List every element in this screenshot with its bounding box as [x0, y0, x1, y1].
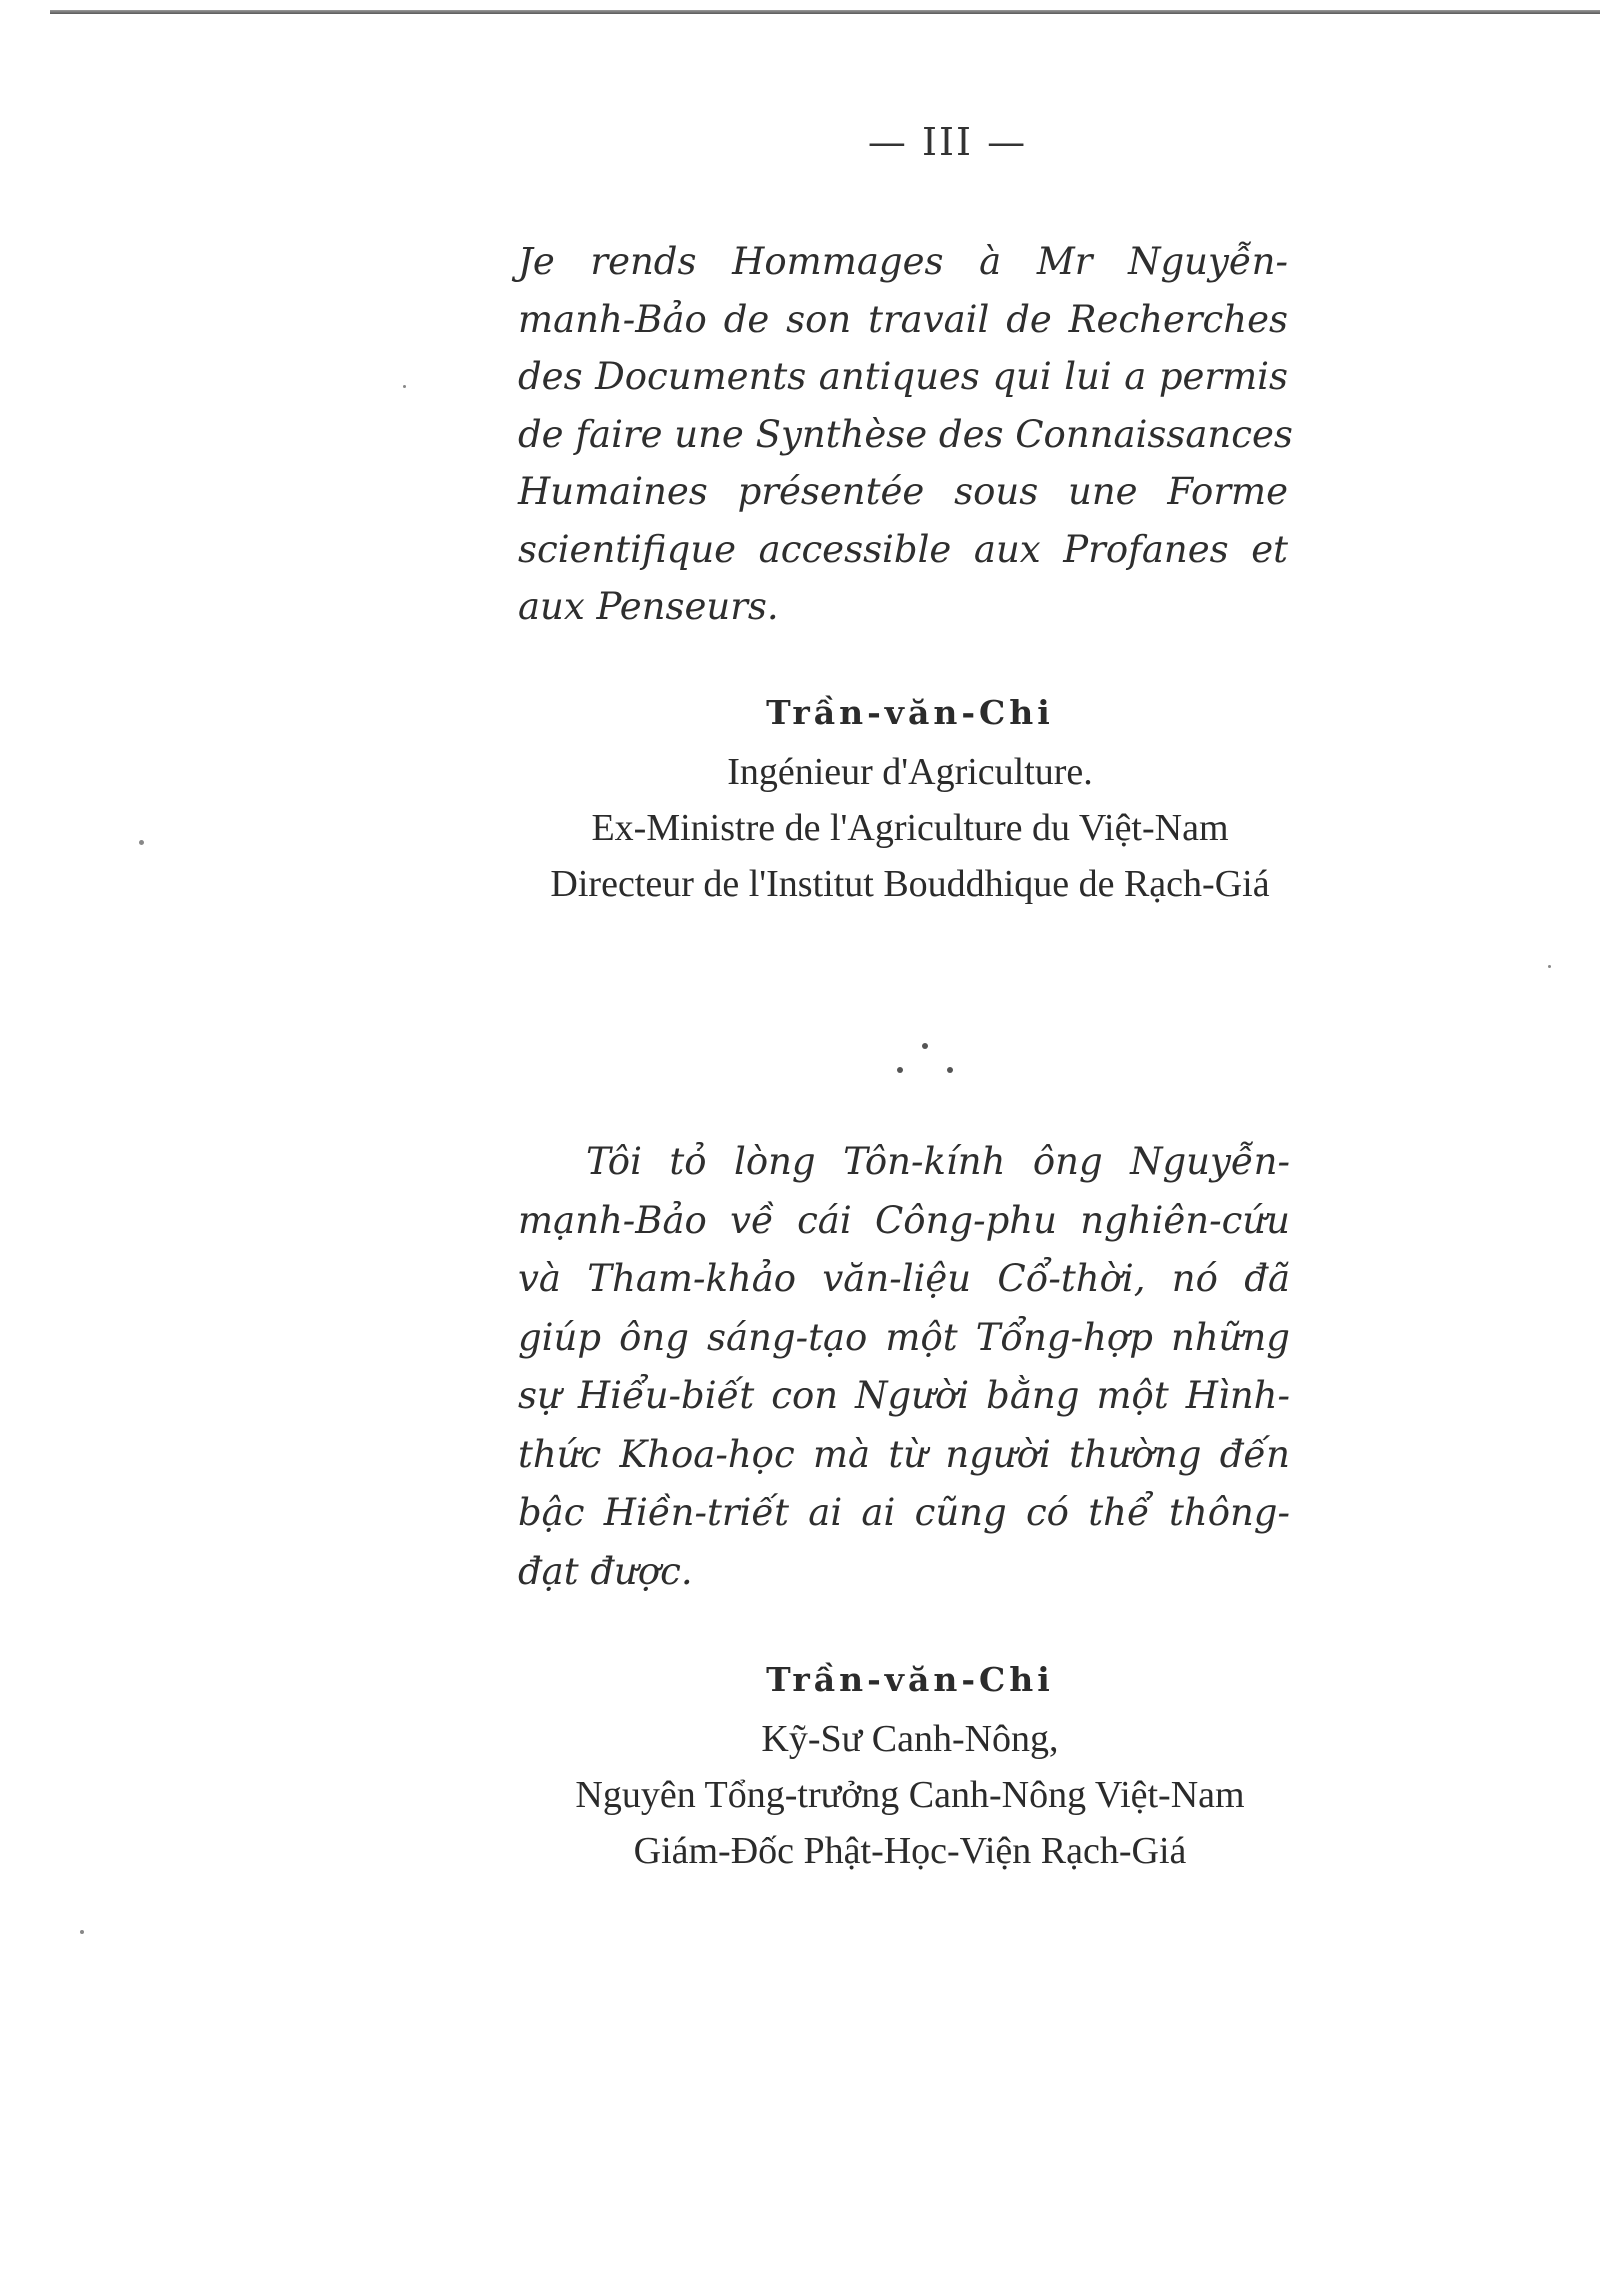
french-tribute-paragraph — [518, 233, 1293, 636]
page-number: — III — — [867, 120, 1028, 164]
vietnamese-tribute-line: sự Hiểu-biết con Người bằng một Hình- — [518, 1374, 1290, 1417]
vietnamese-tribute-paragraph — [518, 1133, 1290, 1601]
french-tribute-line: des Documents antiques qui lui a permis — [518, 355, 1288, 398]
separator-dot — [897, 1067, 903, 1073]
french-tribute-line: aux Penseurs. — [518, 585, 779, 628]
vietnamese-signature-block — [450, 1655, 1370, 1879]
section-separator-dots — [890, 1040, 960, 1080]
scan-speck — [139, 840, 144, 845]
signatory-title: Giám-Đốc Phật-Học-Viện Rạch-Giá — [633, 1830, 1187, 1872]
signatory-title: Ingénieur d'Agriculture. — [727, 751, 1093, 793]
vietnamese-tribute-line: Tôi tỏ lòng Tôn-kính ông Nguyễn- — [586, 1140, 1290, 1183]
french-tribute-line: Humaines présentée sous une Forme — [518, 470, 1288, 513]
signatory-name: Trần-văn-Chi — [766, 1660, 1054, 1699]
signatory-name: Trần-văn-Chi — [766, 693, 1054, 732]
vietnamese-tribute-line: đạt được. — [518, 1549, 693, 1593]
scan-speck — [403, 385, 406, 388]
top-border-rule — [50, 10, 1600, 14]
scan-speck — [80, 1930, 84, 1934]
french-tribute-line: scientifique accessible aux Profanes et — [518, 527, 1288, 571]
french-signature-block — [450, 688, 1370, 912]
signatory-title: Ex-Ministre de l'Agriculture du Việt-Nam — [591, 807, 1229, 849]
vietnamese-tribute-line: giúp ông sáng-tạo một Tổng-hợp những — [518, 1315, 1290, 1359]
french-tribute-line: de faire une Synthèse des Connaissances — [518, 412, 1293, 456]
scan-speck — [1548, 965, 1551, 968]
french-tribute-line: Je rends Hommages à Mr Nguyễn- — [518, 240, 1288, 283]
separator-dot — [922, 1043, 928, 1049]
separator-dot — [947, 1067, 953, 1073]
signatory-title: Directeur de l'Institut Bouddhique de Rạch-Giá — [550, 863, 1270, 905]
signatory-title: Kỹ-Sư Canh-Nông, — [761, 1718, 1059, 1760]
vietnamese-tribute-line: mạnh-Bảo về cái Công-phu nghiên-cứu — [518, 1198, 1290, 1242]
vietnamese-tribute-line: và Tham-khảo văn-liệu Cổ-thời, nó đã — [518, 1257, 1290, 1300]
signatory-title: Nguyên Tổng-trưởng Canh-Nông Việt-Nam — [575, 1774, 1245, 1816]
vietnamese-tribute-line: thức Khoa-học mà từ người thường đến — [518, 1432, 1290, 1476]
vietnamese-tribute-line: bậc Hiền-triết ai ai cũng có thể thông- — [518, 1491, 1290, 1534]
french-tribute-line: manh-Bảo de son travail de Recherches — [518, 297, 1288, 341]
